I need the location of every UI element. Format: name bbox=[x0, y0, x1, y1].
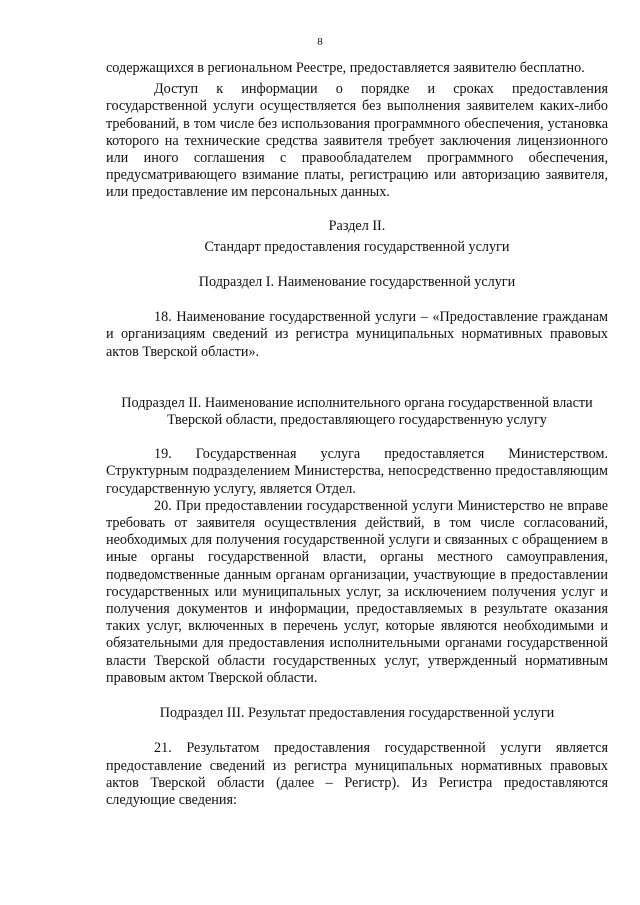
paragraph-access-info: Доступ к информации о порядке и сроках предоставления государственной услуги осуществляется без выполнения заявителем каких-либо требований, в том числе без использования программного обеспечения, установка которого на технические средства заявителя требует заключения лицензионного или иного соглашения с правообладателем программного обеспечения, предусматривающего взимание платы, регистрацию или авторизацию заявителя, или предоставление им персональных данных. bbox=[106, 81, 608, 201]
subsection-2-heading: Подраздел II. Наименование исполнительного органа государственной власти Тверской области, предоставляющего государственную услугу bbox=[121, 394, 593, 429]
page-number: 8 bbox=[317, 36, 323, 48]
paragraph-20: 20. При предоставлении государственной услуги Министерство не вправе требовать от заявителя осуществления действий, в том числе согласований, необходимых для получения государственной услуги и связанных с обращением в иные органы государственной власти, органы местного самоуправления, подведомственные данным органам организации, участвующие в предоставлении государственных или муниципальных услуг, за исключением получения услуг и получения документов и информации, предоставляемых в результате оказания таких услуг, включенных в перечень услуг, которые являются необходимыми и обязательными для предоставления исполнительными органами государственной власти Тверской области государственных услуг, утвержденный нормативным правовым актом Тверской области. bbox=[106, 497, 608, 686]
paragraph-21: 21. Результатом предоставления государственной услуги является предоставление сведений из регистра муниципальных нормативных правовых актов Тверской области (далее – Регистр). Из Регистра предоставляются следующие сведения: bbox=[106, 740, 608, 808]
paragraph-19: 19. Государственная услуга предоставляется Министерством. Структурным подразделением Министерства, непосредственно предоставляющим государственную услугу, является Отдел. bbox=[106, 446, 608, 497]
paragraph-continuation: содержащихся в региональном Реестре, предоставляется заявителю бесплатно. bbox=[106, 60, 585, 76]
section-subtitle: Стандарт предоставления государственной услуги bbox=[204, 238, 510, 255]
paragraph-18: 18. Наименование государственной услуги – «Предоставление гражданам и организациям сведений из регистра муниципальных нормативных правовых актов Тверской области». bbox=[106, 309, 608, 360]
subsection-3-heading: Подраздел III. Результат предоставления государственной услуги bbox=[159, 705, 555, 722]
subsection-1-heading: Подраздел I. Наименование государственной услуги bbox=[198, 274, 516, 291]
document-body bbox=[106, 60, 608, 809]
section-title: Раздел II. bbox=[328, 217, 386, 234]
